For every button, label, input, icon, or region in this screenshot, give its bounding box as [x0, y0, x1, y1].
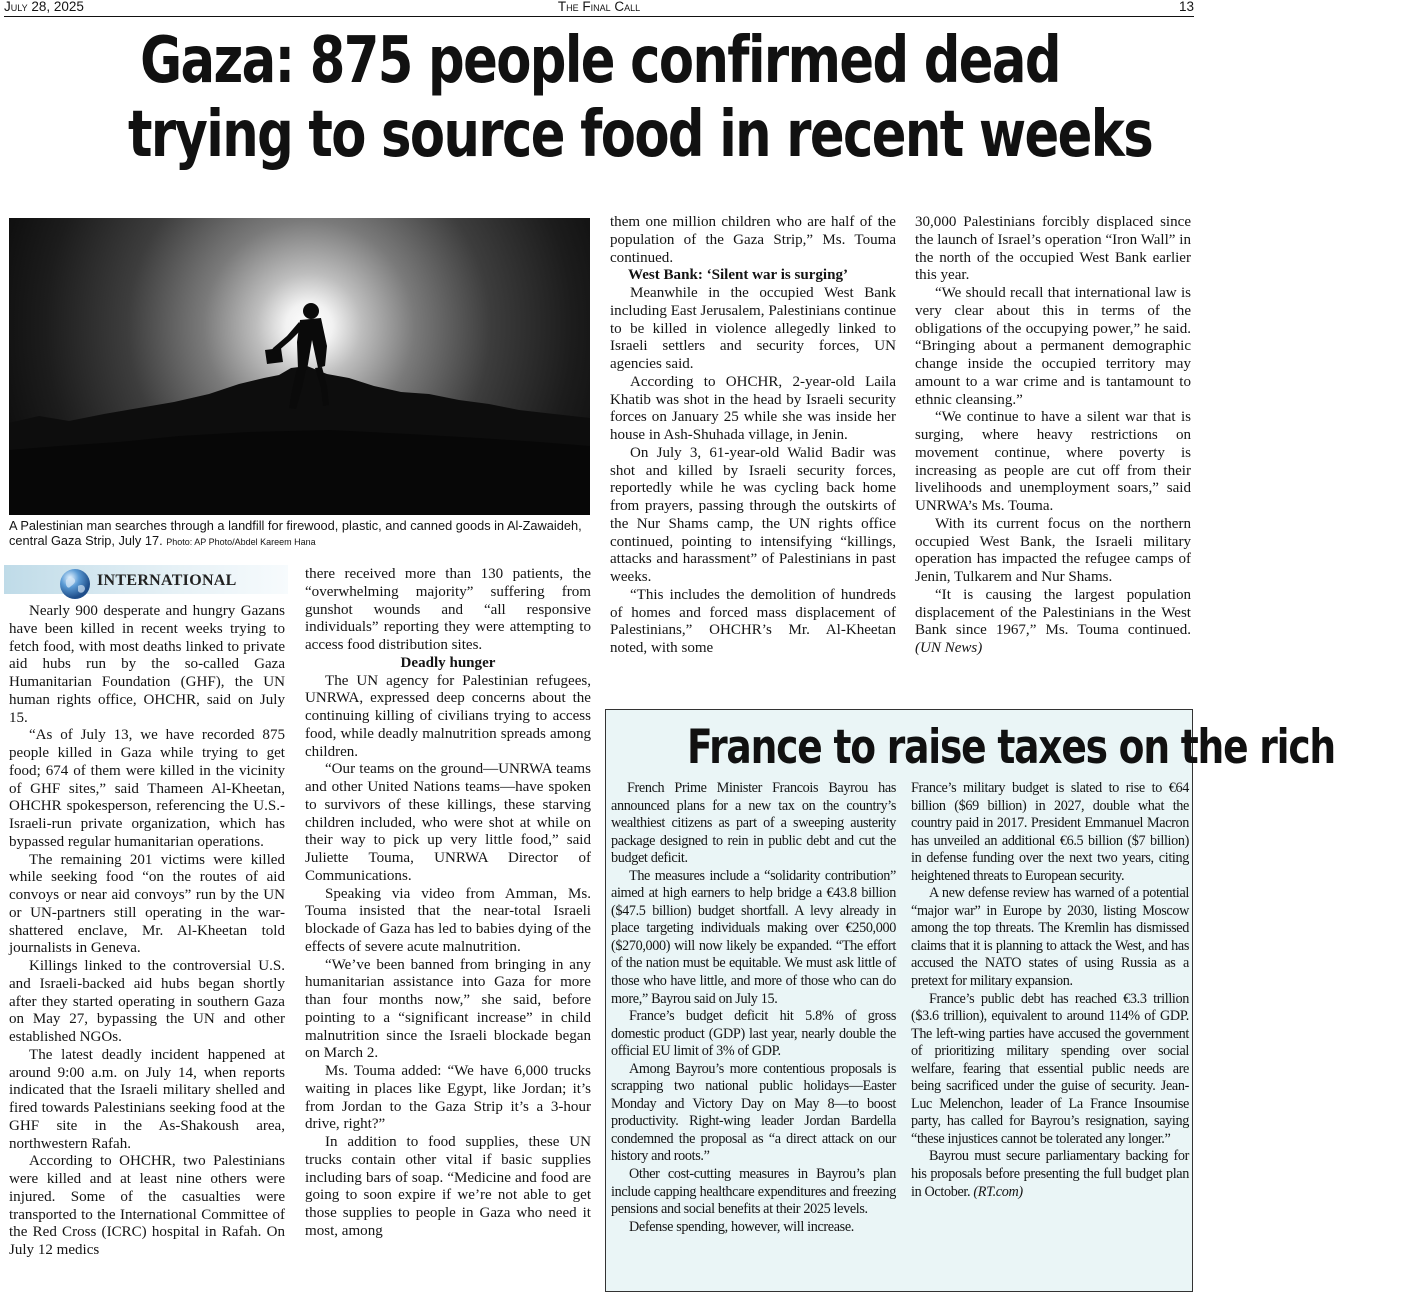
paragraph: France’s budget deficit hit 5.8% of gross domestic product (GDP) last year, nearly double the official EU limit of 3% of GDP.: [611, 1008, 896, 1060]
headline-line-1: Gaza: 875 people confirmed dead: [140, 24, 1060, 98]
paragraph: Ms. Touma added: “We have 6,000 trucks waiting in places like Egypt, like Jordan; it’s from Jordan to the Gaza Strip it’s a 3-hour drive, right?”: [305, 1063, 591, 1133]
section-label-band: [4, 565, 288, 594]
paragraph-continued: there received more than 130 patients, the “overwhelming majority” suffering from gunshot wounds and “all responsive individuals” reporting they were attempting to access food distribution sites.: [305, 566, 591, 653]
paragraph: The remaining 201 victims were killed while seeking food “on the routes of aid convoys or near aid convoys” run by the UN or UN-partners still operating in the war-shattered enclave, Mr. Al-Kheetan told journalists in Geneva.: [9, 851, 285, 957]
source-credit: (RT.com): [973, 1183, 1023, 1200]
france-article-box: [605, 709, 1335, 1292]
photo-caption: [9, 518, 599, 550]
paragraph: “As of July 13, we have recorded 875 people killed in Gaza while trying to get food; 674 of them were killed in the vicinity of GHF sites,” said Thameen Al-Kheetan, OHCHR spokesperson, referencing the U.S.-Israeli-run private organization, which has bypassed regular humanitarian operations.: [9, 727, 285, 850]
paragraph: “Our teams on the ground—UNRWA teams and other United Nations teams—have spoken to survivors of these killings, these starving children included, who were shot at while on their way to pick up very little food,” said Juliette Touma, UNRWA Director of Communications.: [305, 761, 591, 884]
paragraph: On July 3, 61-year-old Walid Badir was shot and killed by Israeli security forces, reportedly while he was cycling back home from prayers, passing through the outskirts of the Nur Shams camp, the UN rights office continued, pointing to intensifying “killings, attacks and harassment” of Palestinians in past weeks.: [610, 444, 896, 585]
landfill-photo: [9, 218, 590, 515]
issue-date: July 28, 2025: [4, 0, 84, 14]
france-headline: [606, 717, 1335, 779]
paragraph: The measures include a “solidarity contribution” aimed at high earners to help bridge a €43.8 billion ($47.5 billion) budget shortfall. A levy already in place targeting individuals making over €250,000 ($270,000) will now likely be expanded. “The effort of the nation must be equitable. We must ask little of those who have little, and more of those who can do more,” Bayrou said on July 15.: [611, 867, 896, 1007]
paragraph: Nearly 900 desperate and hungry Gazans have been killed in recent weeks trying to fetch food, with most deaths linked to private aid hubs run by the so-called Gaza Humanitarian Foundation (GHF), the UN human rights office, OHCHR, said on July 15.: [9, 603, 285, 726]
globe-icon: [58, 567, 92, 601]
paragraph: With its current focus on the northern occupied West Bank, the Israeli military operation has impacted the refugee camps of Jenin, Tulkarem and Nur Shams.: [915, 515, 1191, 585]
final-sentence: “It is causing the largest population displacement of the Palestinians in the West Bank since 1967,” Ms. Touma continued.: [915, 586, 1191, 639]
paragraph: “We’ve been banned from bringing in any humanitarian assistance into Gaza for more than four months now,” she said, before pointing to a “significant increase” in child malnutrition since the Israeli blockade began on March 2.: [305, 956, 591, 1062]
paragraph: “We should recall that international law is very clear about this in terms of the obligations of the occupying power,” he said. “Bringing about a permanent demographic change inside the occupied territory may amount to a war crime and is tantamount to ethnic cleansing.”: [915, 285, 1191, 408]
france-headline-text: France to raise taxes on the rich: [687, 720, 1335, 775]
paragraph: Meanwhile in the occupied West Bank including East Jerusalem, Palestinians continue to be killed in violence allegedly linked to Israeli settlers and security forces, UN agencies said.: [610, 285, 896, 372]
paragraph: Among Bayrou’s more contentious proposals is scrapping two national public holidays—Easter Monday and Victory Day on May 8—to boost productivity. Right-wing leader Jordan Bardella condemned the proposal as “a direct attack on our history and roots.”: [611, 1060, 896, 1165]
paragraph: The latest deadly incident happened at around 9:00 a.m. on July 14, when reports indicated that the Israeli military shelled and fired towards Palestinians seeking food at the GHF site in the As-Shakoush area, northwestern Rafah.: [9, 1046, 285, 1152]
paragraph-final: [915, 587, 1191, 658]
france-column-1: [611, 780, 896, 1236]
paragraph: Other cost-cutting measures in Bayrou’s plan include capping healthcare expenditures and freezing pensions and social benefits at their 2025 levels.: [611, 1166, 896, 1218]
paragraph: Speaking via video from Amman, Ms. Touma insisted that the near-total Israeli blockade of Gaza has led to babies dying of the effects of severe acute malnutrition.: [305, 885, 591, 955]
paragraph: The UN agency for Palestinian refugees, UNRWA, expressed deep concerns about the continuing killing of civilians trying to access food, while deadly malnutrition spreads among children.: [305, 672, 591, 760]
paragraph-continued: them one million children who are half of the population of the Gaza Strip,” Ms. Touma continued.: [610, 214, 896, 266]
subhead-west-bank: West Bank: ‘Silent war is surging’: [628, 267, 849, 284]
article-column-3: [610, 214, 896, 658]
main-headline: [10, 24, 1190, 172]
paragraph: “We continue to have a silent war that is surging, where heavy restrictions on movement continue, where poverty is increasing as people are cut off from their livelihoods and unemployment soars,” said UNRWA’s Ms. Touma.: [915, 409, 1191, 514]
headline-line-2: trying to source food in recent weeks: [128, 98, 1153, 172]
paragraph: Killings linked to the controversial U.S. and Israeli-backed aid hubs began shortly after they started operating in southern Gaza on May 27, bypassing the UN and other established NGOs.: [9, 958, 285, 1045]
paragraph: Defense spending, however, will increase.: [629, 1218, 855, 1235]
running-head: [4, 0, 1194, 17]
paragraph: France’s public debt has reached €3.3 trillion ($3.6 trillion), equivalent to around 114% of GDP. The left-wing parties have accused the government of prioritizing military spending over social welfare, fearing that essential public needs are being sacrificed under the guise of security. Jean-Luc Melenchon, leader of La France Insoumise party, has called for Bayrou’s resignation, saying “these injustices cannot be tolerated any longer.”: [911, 990, 1189, 1147]
france-column-2: [911, 780, 1189, 1201]
article-column-1: [9, 603, 285, 1260]
article-column-4: [915, 214, 1191, 658]
paragraph-continued: 30,000 Palestinians forcibly displaced since the launch of Israel’s operation “Iron Wall” in the north of the occupied West Bank earlier this year.: [915, 214, 1191, 284]
paragraph: In addition to food supplies, these UN trucks contain other vital if basic supplies including bars of soap. “Medicine and food are going to soon expire if we’re not able to get those supplies to people in Gaza who need it most, among: [305, 1134, 591, 1239]
publication-name: The Final Call: [557, 0, 641, 14]
paragraph: French Prime Minister Francois Bayrou has announced plans for a new tax on the country’s wealthiest citizens as part of a sweeping austerity package designed to rein in public debt and cut the budget deficit.: [611, 780, 896, 867]
source-credit: (UN News): [915, 640, 983, 656]
subhead-deadly-hunger: Deadly hunger: [400, 654, 496, 671]
photo-credit: Photo: AP Photo/Abdel Kareem Hana: [166, 537, 316, 547]
section-label: INTERNATIONAL: [97, 572, 237, 589]
article-column-2: [305, 566, 591, 1241]
final-sentence: Bayrou must secure parliamentary backing for his proposals before presenting the full budget plan in October.: [911, 1148, 1189, 1200]
paragraph: “This includes the demolition of hundreds of homes and forced mass displacement of Palestinians,” OHCHR’s Mr. Al-Kheetan noted, with some: [610, 586, 896, 656]
paragraph: According to OHCHR, 2-year-old Laila Khatib was shot in the head by Israeli security forces on January 25 while she was inside her house in Ash-Shuhada village, in Jenin.: [610, 373, 896, 443]
paragraph-final: [911, 1148, 1189, 1201]
page-number: 13: [1178, 0, 1194, 14]
paragraph-continued: France’s military budget is slated to rise to €64 billion ($69 billion) in 2027, double what the country paid in 2017. President Emmanuel Macron has unveiled an additional €6.5 billion ($7 billion) in defense funding over the next two years, citing heightened threats to European security.: [911, 780, 1189, 884]
caption-text: A Palestinian man searches through a landfill for firewood, plastic, and canned goods in Al-Zawaideh, central Gaza Strip, July 17.: [9, 518, 582, 548]
paragraph: According to OHCHR, two Palestinians were killed and at least nine others were injured. Some of the casualties were transported to the International Committee of the Red Cross (ICRC) hospital in Rafah. On July 12 medics: [9, 1153, 285, 1258]
paragraph: A new defense review has warned of a potential “major war” in Europe by 2030, listing Moscow among the top threats. The Kremlin has dismissed claims that it is planning to attack the West, and has accused the NATO states of using Russia as a pretext for military expansion.: [911, 885, 1189, 990]
